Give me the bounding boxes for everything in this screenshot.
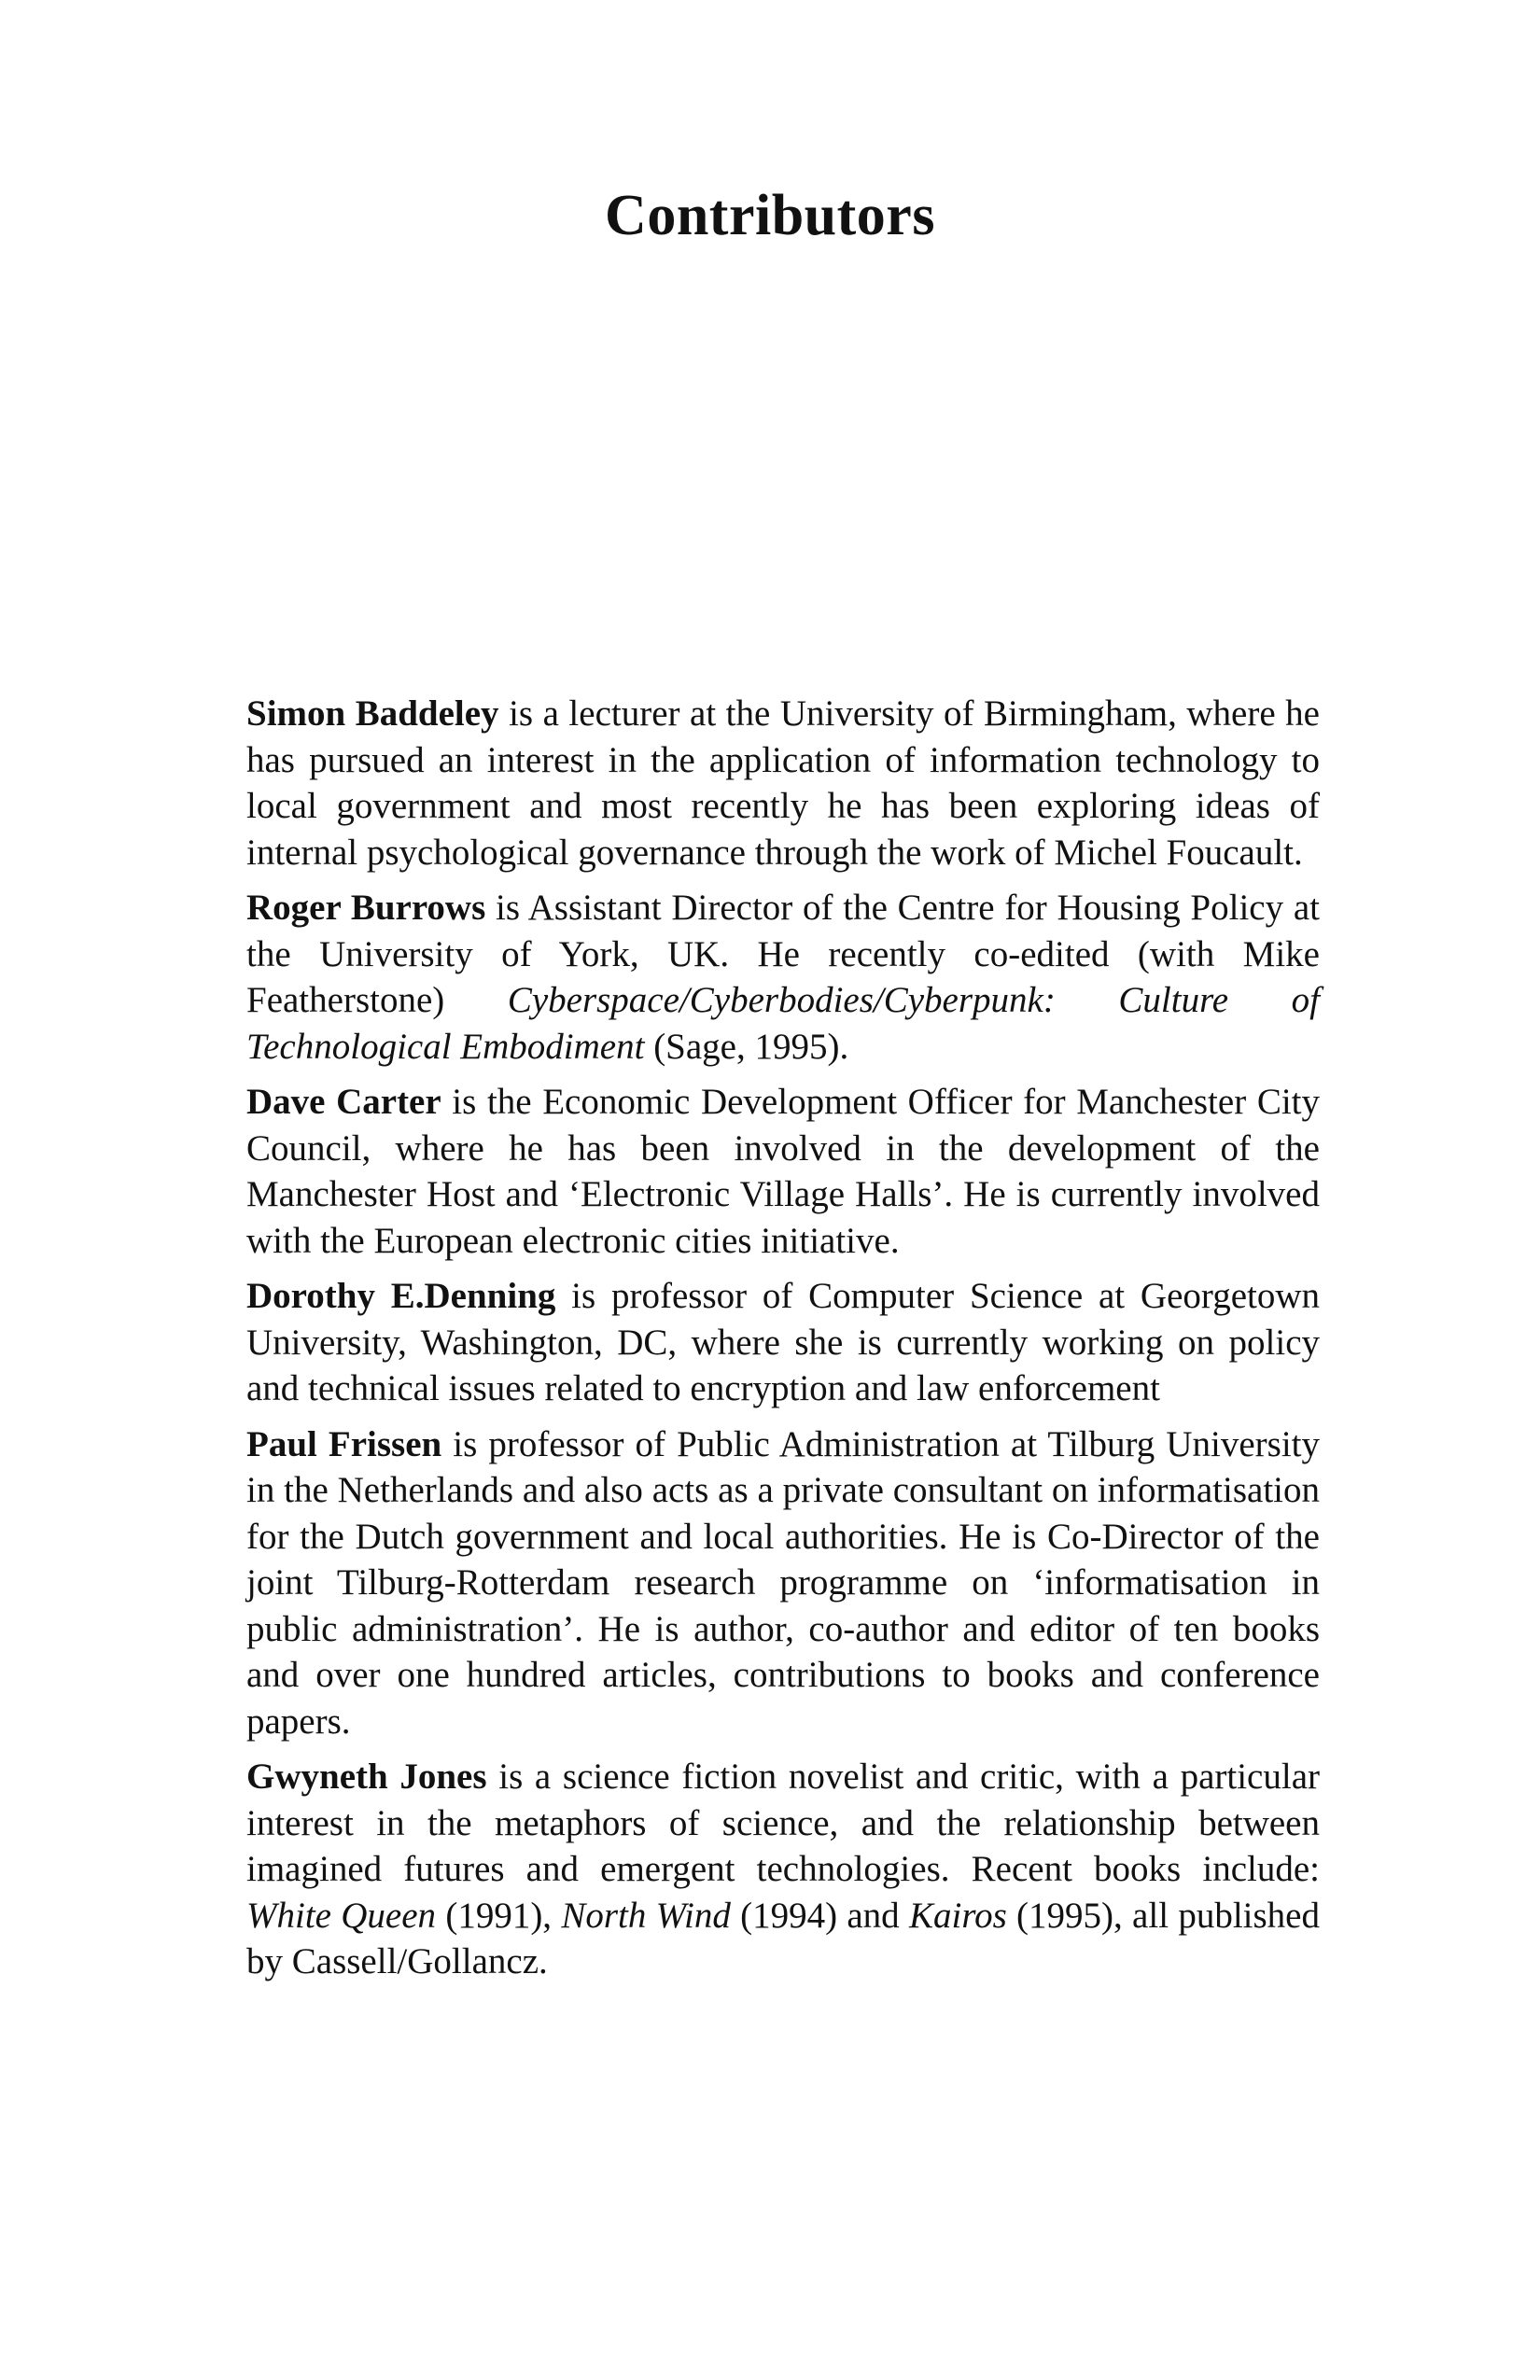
contributor-name: Simon Baddeley (246, 693, 499, 734)
contributor-entry (246, 1754, 1320, 1985)
contributor-name: Dorothy E.Denning (246, 1276, 556, 1316)
contributor-entry (246, 691, 1320, 875)
book-title: Cyberspace/Cyberbodies/Cyberpunk: Culture of Technological Embodiment (246, 980, 1320, 1067)
book-title: White Queen (246, 1895, 437, 1936)
book-year: (1995), all published by Cassell/Gollancz. (246, 1895, 1320, 1981)
contributor-entry (246, 1421, 1320, 1745)
book-year: (1994) and (730, 1895, 909, 1936)
contributor-bio: is Assistant Director of the Centre for Housing Policy at the University of York, UK. He recently co-edited (with Mike Featherstone) (246, 888, 1320, 1020)
contributor-bio: is professor of Computer Science at Georgetown University, Washington, DC, where she is currently working on policy and technical issues related to encryption and law enforcement (246, 1276, 1320, 1408)
page-title: Contributors (605, 184, 935, 247)
contributor-name: Roger Burrows (246, 888, 486, 928)
contributor-name: Paul Frissen (246, 1423, 442, 1464)
book-year: (1991), (436, 1895, 562, 1936)
contributor-bio: (Sage, 1995). (644, 1026, 849, 1067)
contributor-entry (246, 1273, 1320, 1412)
contributor-bio: is a science fiction novelist and critic, with a particular interest in the metaphors of science, and the relationship between imagined futures and emergent technologies. Recent books include: (246, 1757, 1320, 1889)
contributor-bio: is professor of Public Administration at Tilburg University in the Netherlands and also acts as a private consultant on informatisation for the Dutch government and local authorities. He is Co-Director of the joint Tilburg-Rotterdam research programme on ‘informatisation in public administration’. He is author, co-author and editor of ten books and over one hundred articles, contributions to books and conference papers. (246, 1423, 1320, 1742)
contributor-entry (246, 885, 1320, 1070)
contributor-list (246, 691, 1320, 1995)
contributor-bio: is a lecturer at the University of Birmingham, where he has pursued an interest in the application of information technology to local government and most recently he has been exploring ideas of internal psychological governance through the work of Michel Foucault. (246, 693, 1320, 873)
contributor-entry (246, 1079, 1320, 1264)
contributor-bio: is the Economic Development Officer for Manchester City Council, where he has been involved in the development of the Manchester Host and ‘Electronic Village Halls’. He is currently involved with the European electronic cities initiative. (246, 1082, 1320, 1261)
book-title: Kairos (908, 1895, 1007, 1936)
book-title: North Wind (561, 1895, 731, 1936)
contributor-name: Dave Carter (246, 1082, 441, 1122)
contributor-name: Gwyneth Jones (246, 1757, 487, 1797)
